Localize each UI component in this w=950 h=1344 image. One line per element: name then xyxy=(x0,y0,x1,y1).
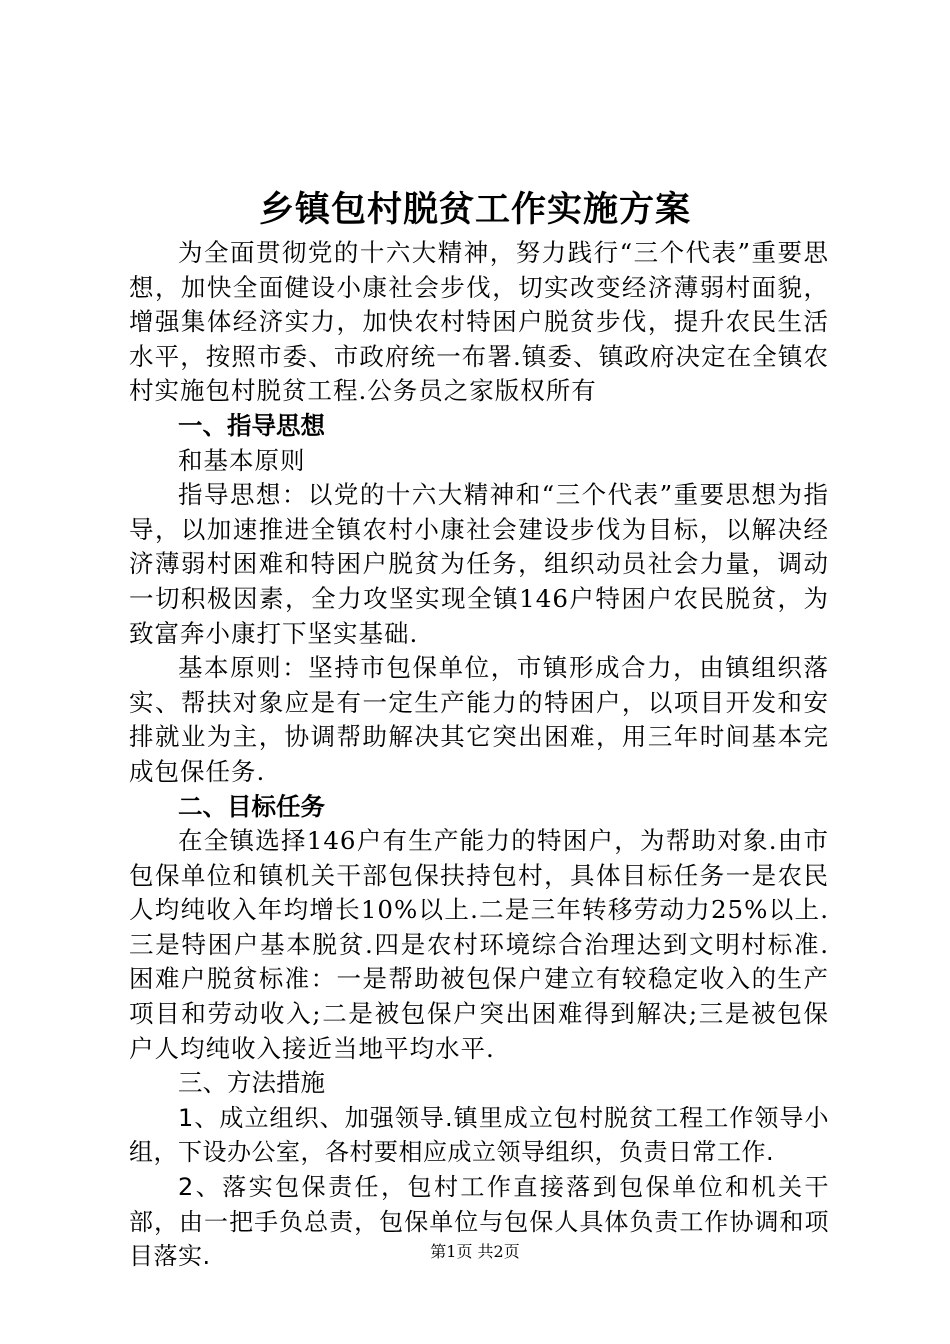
goal-paragraph: 在全镇选择146户有生产能力的特困户，为帮助对象.由市包保单位和镇机关干部包保扶持包村，具体目标任务一是农民人均纯收入年均增长10%以上.二是三年转移劳动力25%以上.三是特困户基本脱贫.四是农村环境综合治理达到文明村标准.困难户脱贫标准：一是帮助被包保户建立有较稳定收入的生产项目和劳动收入;二是被包保户突出困难得到解决;三是被包保户人均纯收入接近当地平均水平. xyxy=(129,826,829,1063)
measure-2-paragraph: 2、落实包保责任，包村工作直接落到包保单位和机关干部，由一把手负总责，包保单位与包保人具体负责工作协调和项目落实. xyxy=(129,1173,829,1271)
guiding-thought-paragraph: 指导思想：以党的十六大精神和“三个代表”重要思想为指导，以加速推进全镇农村小康社会建设步伐为目标，以解决经济薄弱村困难和特困户脱贫为任务，组织动员社会力量，调动一切积极因素，全力攻坚实现全镇146户特困户农民脱贫，为致富奔小康打下坚实基础. xyxy=(129,480,829,648)
section-heading-2: 二、目标任务 xyxy=(178,791,325,821)
section-heading-3: 三、方法措施 xyxy=(178,1068,325,1098)
document-body xyxy=(129,236,829,1274)
section-heading-1: 一、指导思想 xyxy=(178,410,325,440)
intro-paragraph: 为全面贯彻党的十六大精神，努力践行“三个代表”重要思想，加快全面健设小康社会步伐，切实改变经济薄弱村面貌，增强集体经济实力，加快农村特困户脱贫步伐，提升农民生活水平，按照市委、市政府统一布署.镇委、镇政府决定在全镇农村实施包村脱贫工程.公务员之家版权所有 xyxy=(129,238,829,406)
page-footer: 第1页 共2页 xyxy=(430,1242,520,1261)
basic-principle-paragraph: 基本原则：坚持市包保单位，市镇形成合力，由镇组织落实、帮扶对象应是有一定生产能力的特困户，以项目开发和安排就业为主，协调帮助解决其它突出困难，用三年时间基本完成包保任务. xyxy=(129,653,829,786)
measure-1-paragraph: 1、成立组织、加强领导.镇里成立包村脱贫工程工作领导小组，下设办公室，各村要相应成立领导组织，负责日常工作. xyxy=(129,1103,829,1167)
section-heading-1-continuation: 和基本原则 xyxy=(178,445,306,475)
document-title: 乡镇包村脱贫工作实施方案 xyxy=(258,190,691,230)
